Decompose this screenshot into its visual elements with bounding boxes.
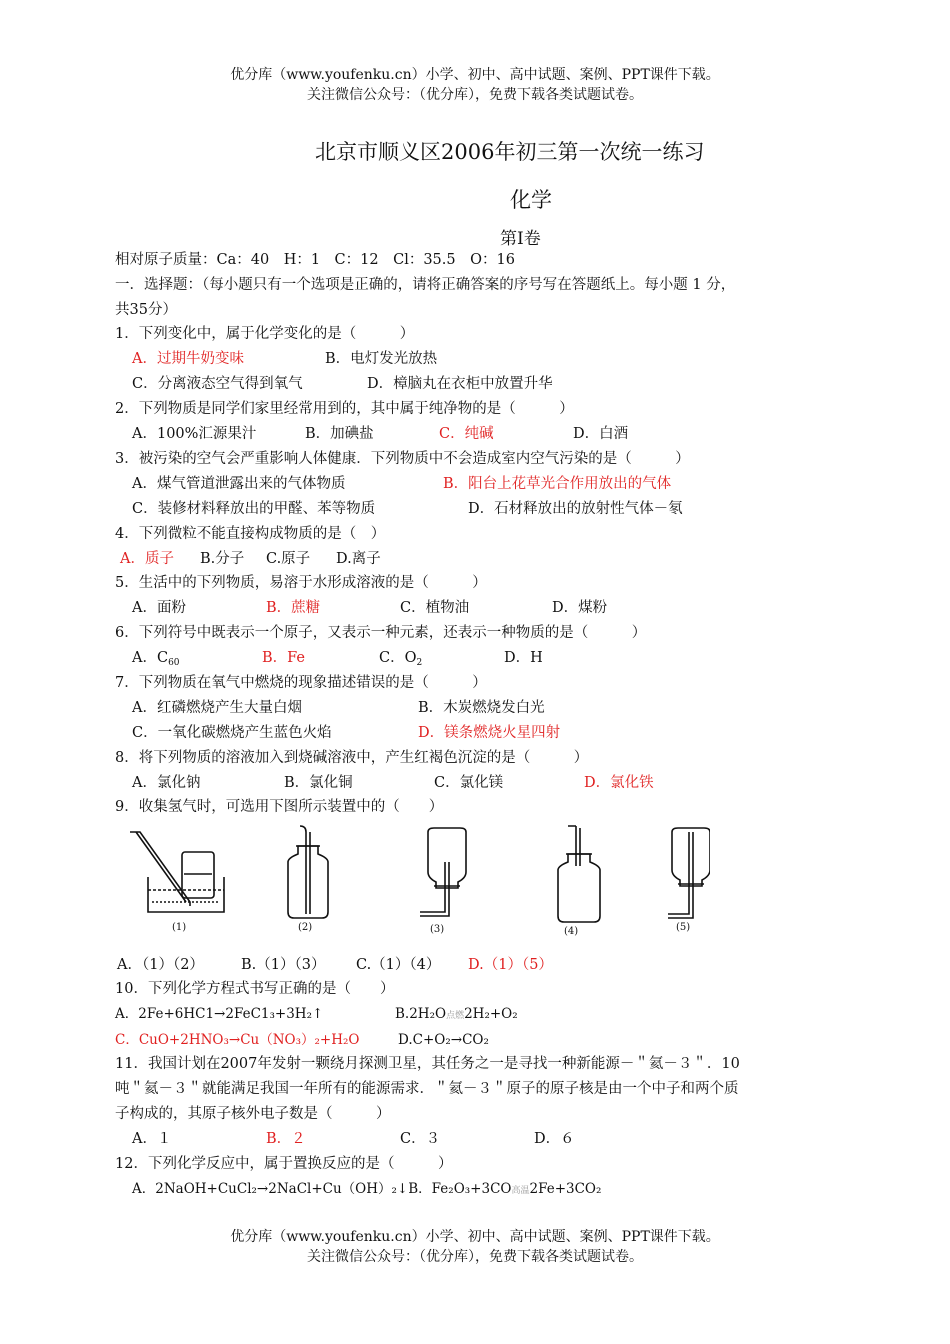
apparatus-1-water-trough [130,832,224,912]
q12-stem: 12．下列化学反应中，属于置换反应的是（ ） [115,1156,453,1172]
q9-stem: 9．收集氢气时，可选用下图所示装置中的（ ） [115,799,444,815]
q1-option-a: A．过期牛奶变味 [132,351,244,367]
q2-option-a: A．100%汇源果汁 [132,426,257,442]
q7-option-c: C．一氧化碳燃烧产生蓝色火焰 [132,725,332,741]
q7-stem: 7．下列物质在氧气中燃烧的现象描述错误的是（ ） [115,675,487,691]
q1-option-b: B．电灯发光放热 [325,351,438,367]
q2-stem: 2．下列物质是同学们家里经常用到的，其中属于纯净物的是（ ） [115,401,574,417]
q3-option-c: C．装修材料释放出的甲醛、苯等物质 [132,501,376,517]
q11-option-d: D．６ [534,1131,575,1147]
apparatus-2-upright-bottle-long-tube [288,826,328,918]
q11-option-a: A．１ [132,1131,172,1147]
q4-option-d: D.离子 [336,551,381,567]
q11-options [132,1129,575,1149]
gas-collection-apparatus-figure [120,822,710,940]
apparatus-4-upright-bottle-short-tube [558,826,600,922]
q3-option-a: A．煤气管道泄露出来的气体物质 [132,476,346,492]
q11-option-c: C．３ [400,1131,441,1147]
q7-option-a: A．红磷燃烧产生大量白烟 [132,700,302,716]
q6-options [132,648,543,673]
q4-options [120,549,381,569]
q9-option-b: B.（1）（3） [241,957,326,973]
subject-title: 化学 [510,188,552,212]
q2-option-b: B．加碘盐 [305,426,374,442]
q8-option-b: B．氯化铜 [284,775,353,791]
q6-option-a: A．$C_{60}$ [132,650,180,668]
header-line-1: 优分库（www.youfenku.cn）小学、初中、高中试题、案例、PPT课件下载。 [230,67,720,83]
q11-line3: 子构成的，其原子核外电子数是（ ） [115,1106,391,1122]
apparatus-label-5: (5) [676,922,691,933]
q1-stem: 1．下列变化中，属于化学变化的是（ ） [115,326,415,342]
q9-option-a: A．（1）（2） [117,957,204,973]
q10-option-a: A．2Fe+6HC1→2FeC1₃+3H₂↑ [115,1006,324,1022]
header-line-2: 关注微信公众号：（优分库），免费下载各类试题试卷。 [307,87,643,103]
q3-options-row2 [132,499,683,519]
q10-option-c: C．CuO+2HNO₃→Cu（NO₃）₂+H₂O [115,1032,360,1048]
q8-stem: 8．将下列物质的溶液加入到烧碱溶液中，产生红褐色沉淀的是（ ） [115,750,589,766]
q3-stem: 3．被污染的空气会严重影响人体健康．下列物质中不会造成室内空气污染的是（ ） [115,451,690,467]
q9-options [117,955,553,975]
apparatus-label-4: (4) [564,926,579,937]
apparatus-5-inverted-bottle [668,828,710,918]
q1-options-row2 [132,374,553,394]
q5-option-b: B．蔗糖 [266,600,321,616]
apparatus-label-3: (3) [430,924,445,935]
q8-option-c: C．氯化镁 [434,775,504,791]
exam-title: 北京市顺义区2006年初三第一次统一练习 [315,140,705,164]
volume-title: 第Ⅰ卷 [500,229,541,249]
q4-stem: 4．下列微粒不能直接构成物质的是（ ） [115,526,386,542]
q8-options [132,773,654,793]
q10-stem: 10．下列化学方程式书写正确的是（ ） [115,981,395,997]
section-instructions-cont: 共35分） [115,302,177,318]
footer-line-2: 关注微信公众号：（优分库），免费下载各类试题试卷。 [307,1249,643,1265]
q1-option-c: C．分离液态空气得到氧气 [132,376,303,392]
q11-option-b: B．２ [266,1131,306,1147]
q5-stem: 5．生活中的下列物质，易溶于水形成溶液的是（ ） [115,575,487,591]
apparatus-label-2: (2) [298,922,313,933]
q1-option-d: D．樟脑丸在衣柜中放置升华 [367,376,553,392]
q4-option-b: B.分子 [200,551,245,567]
q5-options [132,598,607,618]
q4-option-c: C.原子 [266,551,311,567]
q12-option-a: A．2NaOH+CuCl₂→2NaCl+Cu（OH）₂↓ [132,1181,409,1197]
q12-option-b: B．Fe₂O₃+3CO高温2Fe+3CO₂ [408,1181,602,1197]
q2-options [132,424,628,444]
q4-option-a: A．质子 [120,551,174,567]
q10-option-b: B.2H₂O点燃2H₂+O₂ [395,1006,518,1022]
q5-option-d: D．煤粉 [552,600,608,616]
q11-line2: 吨＂氦－３＂就能满足我国一年所有的能源需求．＂氦－３＂原子的原子核是由一个中子和两个质 [115,1081,739,1097]
q8-option-d: D．氯化铁 [584,775,654,791]
q7-options-row1 [132,698,545,718]
q9-option-d: D.（1）（5） [468,957,553,973]
q10-options-row1 [115,1004,518,1026]
atomic-mass-line: 相对原子质量：Ca：40 H：1 C：12 Cl：35.5 O：16 [115,252,515,268]
q6-option-b: B．Fe [262,650,306,666]
q3-options-row1 [132,474,671,494]
footer-line-1: 优分库（www.youfenku.cn）小学、初中、高中试题、案例、PPT课件下载。 [230,1229,720,1245]
q11-line1: 11．我国计划在2007年发射一颗绕月探测卫星，其任务之一是寻找一种新能源－＂氦－３＂．10 [115,1056,740,1072]
q3-option-d: D．石材释放出的放射性气体－氡 [468,501,683,517]
q10-option-d: D.C+O₂→CO₂ [398,1032,489,1048]
q2-option-d: D．白酒 [573,426,629,442]
q6-stem: 6．下列符号中既表示一个原子，又表示一种元素，还表示一种物质的是（ ） [115,625,647,641]
q7-options-row2 [132,723,560,743]
q9-option-c: C.（1）（4） [356,957,441,973]
q12-options [132,1179,601,1201]
apparatus-3-inverted-bottle [420,828,466,916]
q8-option-a: A．氯化钠 [132,775,201,791]
q1-options-row1 [132,349,437,369]
section-instructions: 一．选择题：（每小题只有一个选项是正确的，请将正确答案的序号写在答题纸上。每小题 1 分， [115,277,736,293]
q5-option-a: A．面粉 [132,600,186,616]
q6-option-c: C．$O_2$ [379,650,423,668]
q7-option-d: D．镁条燃烧火星四射 [418,725,561,741]
q10-options-row2 [115,1030,489,1050]
q3-option-b: B．阳台上花草光合作用放出的气体 [443,476,672,492]
q2-option-c: C．纯碱 [439,426,494,442]
q7-option-b: B．木炭燃烧发白光 [418,700,545,716]
apparatus-label-1: (1) [172,922,187,933]
q6-option-d: D．H [504,650,543,666]
q5-option-c: C．植物油 [400,600,470,616]
